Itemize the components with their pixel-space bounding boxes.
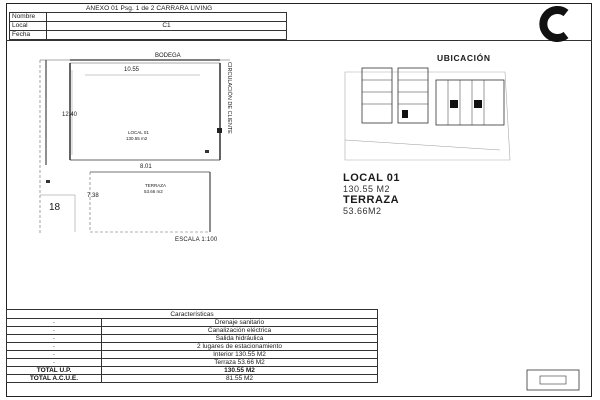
- total-up-row: [7, 367, 378, 375]
- plan-side-label: CIRCULACIÓN DE CLIENTE: [226, 62, 232, 134]
- features-title: Características: [7, 310, 378, 319]
- field-label-nombre: Nombre: [10, 13, 47, 22]
- location-heading: UBICACIÓN: [437, 53, 491, 63]
- features-title-row: [7, 310, 378, 319]
- plan-room-label: LOCAL 01: [128, 130, 149, 135]
- plan-room-area: 130.55 m2: [126, 136, 148, 141]
- total-up-value: 130.55 M2: [102, 367, 378, 375]
- terrace-area: 53.66M2: [343, 206, 382, 216]
- table-row: [7, 351, 378, 359]
- table-row: [7, 335, 378, 343]
- feature-value: Salida hidráulica: [102, 335, 378, 343]
- total-up-label: TOTAL U.P.: [7, 367, 102, 375]
- feature-mark: -: [7, 359, 102, 367]
- plan-terrace-width: 8.01: [140, 164, 152, 170]
- plan-terrace-area: 53.66 m2: [144, 189, 163, 194]
- plan-terrace-depth: 7.38: [87, 193, 99, 199]
- document-title: ANEXO 01 Psg. 1 de 2 CARRARA LIVING: [86, 5, 213, 12]
- feature-mark: -: [7, 319, 102, 327]
- field-label-fecha: Fecha: [10, 31, 47, 40]
- feature-value: Drenaje sanitario: [102, 319, 378, 327]
- plan-label-bodega: BODEGA: [155, 53, 181, 59]
- plan-dim-height: 12.40: [62, 112, 78, 118]
- table-row: [7, 319, 378, 327]
- feature-value: Canalización eléctrica: [102, 327, 378, 335]
- feature-value: 2 lugares de estacionamiento: [102, 343, 378, 351]
- total-acue-value: 81.55 M2: [102, 375, 378, 383]
- features-table: [6, 309, 378, 383]
- feature-mark: -: [7, 343, 102, 351]
- field-value-local: C1: [47, 22, 287, 31]
- site-location-map: [345, 68, 510, 160]
- plan-terrace-label: TERRAZA: [145, 183, 167, 188]
- feature-mark: -: [7, 335, 102, 343]
- feature-mark: -: [7, 327, 102, 335]
- plan-unit-number: 18: [49, 202, 61, 213]
- total-acue-row: [7, 375, 378, 383]
- terrace-name: TERRAZA: [343, 194, 400, 206]
- local-name: LOCAL 01: [343, 172, 400, 184]
- table-row: [7, 343, 378, 351]
- plan-scale: ESCALA 1:100: [175, 237, 218, 243]
- feature-value: Interior 130.55 M2: [102, 351, 378, 359]
- total-acue-label: TOTAL A.C.U.E.: [7, 375, 102, 383]
- plan-dim-width: 10.55: [124, 67, 140, 73]
- table-row: [7, 327, 378, 335]
- local-area: 130.55 M2: [343, 184, 391, 194]
- feature-mark: -: [7, 351, 102, 359]
- feature-value: Terraza 53.66 M2: [102, 359, 378, 367]
- table-row: [7, 359, 378, 367]
- field-label-local: Local: [10, 22, 47, 31]
